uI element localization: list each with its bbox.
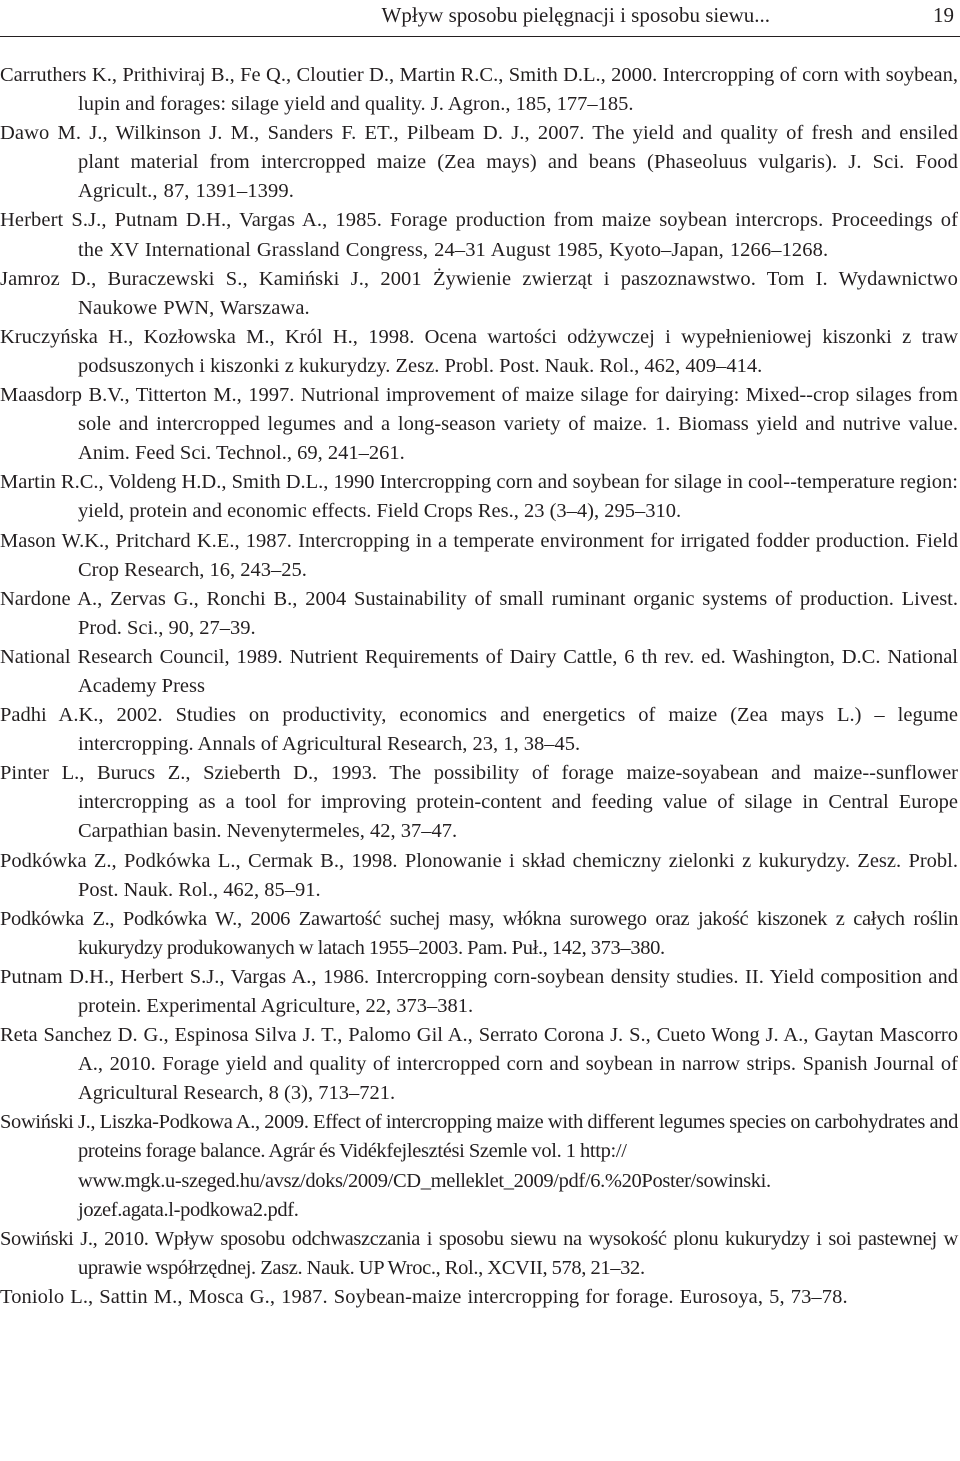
reference-text: Toniolo L., Sattin M., Mosca G., 1987. Soybean-maize intercropping for forage. Eurosoya, 5, 73–78. <box>0 1285 848 1308</box>
reference-text: Padhi A.K., 2002. Studies on productivity, economics and energetics of maize (Zea mays L.) – legume intercropping. Annals of Agricultural Research, 23, 1, 38–45. <box>0 704 958 756</box>
reference-list <box>0 61 958 1312</box>
reference-text: Reta Sanchez D. G., Espinosa Silva J. T., Palomo Gil A., Serrato Corona J. S., Cueto Wong J. A., Gaytan Mascorro A., 2010. Forage yield and quality of intercropped corn and soybean in narrow strips. Spanish Journal of Agricultural Research, 8 (3), 713–721. <box>0 1024 958 1105</box>
reference-entry <box>0 1021 958 1108</box>
reference-entry <box>0 61 958 119</box>
reference-entry <box>0 963 958 1021</box>
reference-text: National Research Council, 1989. Nutrient Requirements of Dairy Cattle, 6 th rev. ed. Washington, D.C. National Academy Press <box>0 645 958 697</box>
running-head-title: Wpływ sposobu pielęgnacji i sposobu siewu... <box>381 3 770 27</box>
reference-text: Carruthers K., Prithiviraj B., Fe Q., Cloutier D., Martin R.C., Smith D.L., 2000. Intercropping of corn with soybean, lupin and forages: silage yield and quality. J. Agron., 185, 177–185. <box>0 64 958 116</box>
reference-entry <box>0 701 958 759</box>
reference-text: Jamroz D., Buraczewski S., Kamiński J., 2001 Żywienie zwierząt i paszoznawstwo. Tom I. Wydawnictwo Naukowe PWN, Warszawa. <box>0 267 958 319</box>
reference-entry <box>0 759 958 846</box>
reference-text: Sowiński J., Liszka-Podkowa A., 2009. Effect of intercropping maize with different legumes species on carbohydrates and proteins forage balance. Agrár és Vidékfejlesztési Szemle vol. 1 http:// www.mgk.u-szeged.hu/avsz/doks/2009/CD_melleklet_2009/pdf/6.%20Poster/sowinski. jozef.agata.l-podkowa2.pdf. <box>0 1111 958 1221</box>
reference-entry <box>0 1283 958 1312</box>
reference-entry <box>0 585 958 643</box>
reference-text: Podkówka Z., Podkówka L., Cermak B., 1998. Plonowanie i skład chemiczny zielonki z kukurydzy. Zesz. Probl. Post. Nauk. Rol., 462, 85–91. <box>0 849 958 901</box>
reference-text: Nardone A., Zervas G., Ronchi B., 2004 Sustainability of small ruminant organic systems of production. Livest. Prod. Sci., 90, 27–39. <box>0 587 958 639</box>
reference-entry <box>0 468 958 526</box>
reference-entry <box>0 905 958 963</box>
reference-entry <box>0 265 958 323</box>
reference-entry <box>0 1225 958 1283</box>
reference-text: Pinter L., Burucs Z., Szieberth D., 1993. The possibility of forage maize-soyabean and maize--sunflower intercropping as a tool for improving protein-content and feeding value of silage in Central Europe Carpathian basin. Nevenytermeles, 42, 37–47. <box>0 762 958 843</box>
reference-entry <box>0 381 958 468</box>
page-number: 19 <box>933 3 954 27</box>
reference-text: Dawo M. J., Wilkinson J. M., Sanders F. ET., Pilbeam D. J., 2007. The yield and quality of fresh and ensiled plant material from intercropped maize (Zea mays) and beans (Phaseoluus vulgaris). J. Sci. Food Agricult., 87, 1391–1399. <box>0 122 958 203</box>
reference-entry <box>0 643 958 701</box>
reference-text: Putnam D.H., Herbert S.J., Vargas A., 1986. Intercropping corn-soybean density studies. II. Yield composition and protein. Experimental Agriculture, 22, 373–381. <box>0 965 958 1017</box>
reference-text: Mason W.K., Pritchard K.E., 1987. Intercropping in a temperate environment for irrigated fodder production. Field Crop Research, 16, 243–25. <box>0 529 958 581</box>
reference-text: Herbert S.J., Putnam D.H., Vargas A., 1985. Forage production from maize soybean intercrops. Proceedings of the XV International Grassland Congress, 24–31 August 1985, Kyoto–Japan, 1266–1268. <box>0 209 958 261</box>
header-divider <box>0 36 960 37</box>
reference-text: Martin R.C., Voldeng H.D., Smith D.L., 1990 Intercropping corn and soybean for silage in cool--temperature region: yield, protein and economic effects. Field Crops Res., 23 (3–4), 295–310. <box>0 471 958 523</box>
reference-entry <box>0 323 958 381</box>
reference-entry <box>0 1108 958 1224</box>
reference-entry <box>0 206 958 264</box>
reference-entry <box>0 119 958 206</box>
page-header <box>0 0 960 40</box>
reference-entry <box>0 847 958 905</box>
reference-text: Maasdorp B.V., Titterton M., 1997. Nutrional improvement of maize silage for dairying: Mixed--crop silages from sole and intercropped legumes and a long-season variety of maize. 1. Biomass yield and nutrive value. Anim. Feed Sci. Technol., 69, 241–261. <box>0 384 958 465</box>
reference-entry <box>0 527 958 585</box>
reference-text: Sowiński J., 2010. Wpływ sposobu odchwaszczania i sposobu siewu na wysokość plonu kukurydzy i soi pastewnej w uprawie współrzędnej. Zasz. Nauk. UP Wroc., Rol., XCVII, 578, 21–32. <box>0 1227 958 1279</box>
reference-text: Kruczyńska H., Kozłowska M., Król H., 1998. Ocena wartości odżywczej i wypełnieniowej kiszonki z traw podsuszonych i kiszonki z kukurydzy. Zesz. Probl. Post. Nauk. Rol., 462, 409–414. <box>0 325 958 377</box>
reference-text: Podkówka Z., Podkówka W., 2006 Zawartość suchej masy, włókna surowego oraz jakość kiszonek z całych roślin kukurydzy produkowanych w latach 1955–2003. Pam. Puł., 142, 373–380. <box>0 907 958 959</box>
